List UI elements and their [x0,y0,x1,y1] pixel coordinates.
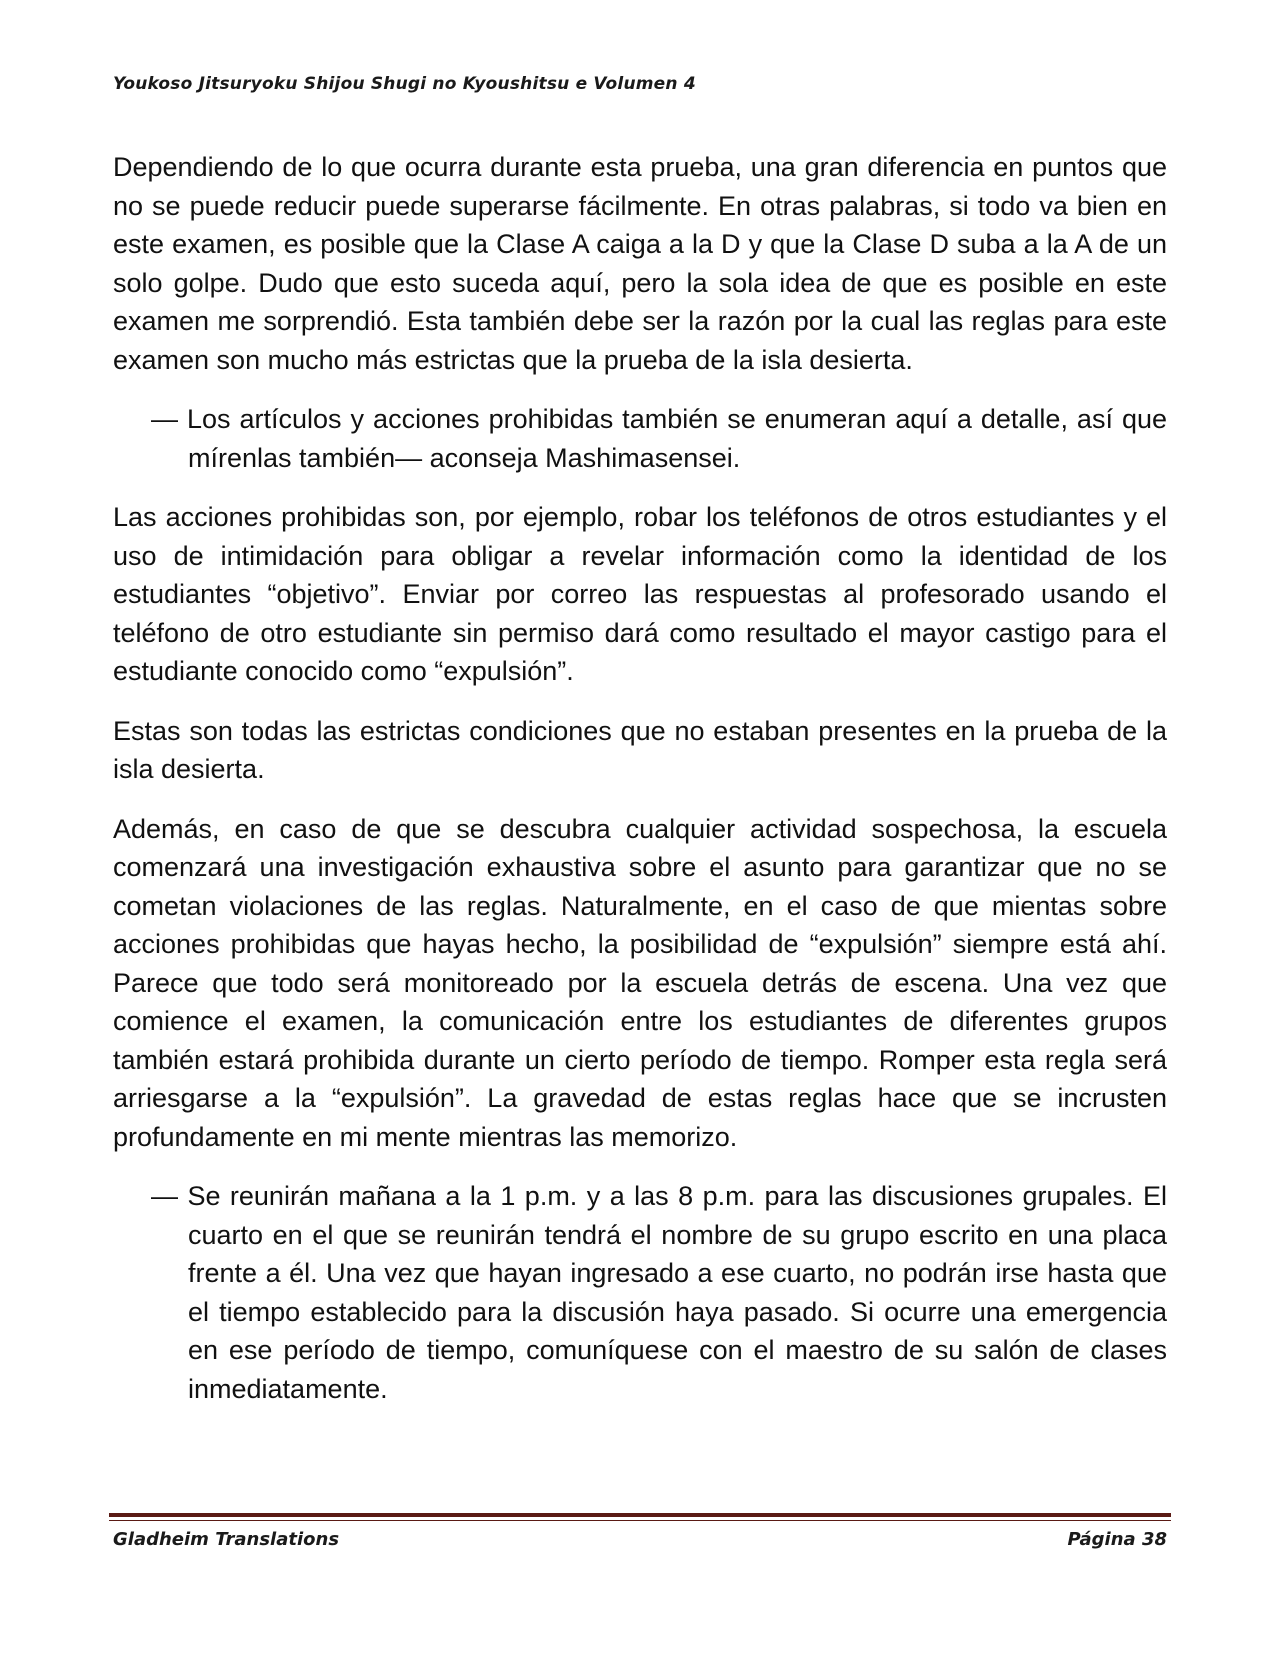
running-header: Youkoso Jitsuryoku Shijou Shugi no Kyoushitsu e Volumen 4 [113,74,696,94]
dialogue-2: — Se reunirán mañana a la 1 p.m. y a las 8 p.m. para las discusiones grupales. El cuarto en el que se reunirán tendrá el nombre de su grupo escrito en una placa frente a él. Una vez que hayan ingresado a ese cuarto, no podrán irse hasta que el tiempo establecido para la discusión haya pasado. Si ocurre una emergencia en ese período de tiempo, comuníquese con el maestro de su salón de clases inmediatamente. [151,1181,1167,1404]
footer-divider [109,1513,1171,1517]
paragraph-4: Además, en caso de que se descubra cualquier actividad sospechosa, la escuela comenzará una investigación exhaustiva sobre el asunto para garantizar que no se cometan violaciones de las reglas. Naturalmente, en el caso de que mientas sobre acciones prohibidas que hayas hecho, la posibilidad de “expulsión” siempre está ahí. Parece que todo será monitoreado por la escuela detrás de escena. Una vez que comience el examen, la comunicación entre los estudiantes de diferentes grupos también estará prohibida durante un cierto período de tiempo. Romper esta regla será arriesgarse a la “expulsión”. La gravedad de estas reglas hace que se incrusten profundamente en mi mente mientras las memorizo. [113,813,1167,1152]
footer-divider-thin [109,1520,1171,1521]
page-number: Página 38 [1067,1529,1167,1550]
paragraph-1: Dependiendo de lo que ocurra durante esta prueba, una gran diferencia en puntos que no se puede reducir puede superarse fácilmente. En otras palabras, si todo va bien en este examen, es posible que la Clase A caiga a la D y que la Clase D suba a la A de un solo golpe. Dudo que esto suceda aquí, pero la sola idea de que es posible en este examen me sorprendió. Esta también debe ser la razón por la cual las reglas para este examen son mucho más estrictas que la prueba de la isla desierta. [113,152,1167,375]
footer-credit: Gladheim Translations [113,1529,340,1550]
paragraph-2: Las acciones prohibidas son, por ejemplo, robar los teléfonos de otros estudiantes y el uso de intimidación para obligar a revelar información como la identidad de los estudiantes “objetivo”. Enviar por correo las respuestas al profesorado usando el teléfono de otro estudiante sin permiso dará como resultado el mayor castigo para el estudiante conocido como “expulsión”. [113,502,1167,686]
dialogue-1: — Los artículos y acciones prohibidas también se enumeran aquí a detalle, así que mírenlas también— aconseja Mashimasensei. [151,404,1167,473]
paragraph-3: Estas son todas las estrictas condiciones que no estaban presentes en la prueba de la isla desierta. [113,715,1167,784]
page-body [113,148,1167,1408]
